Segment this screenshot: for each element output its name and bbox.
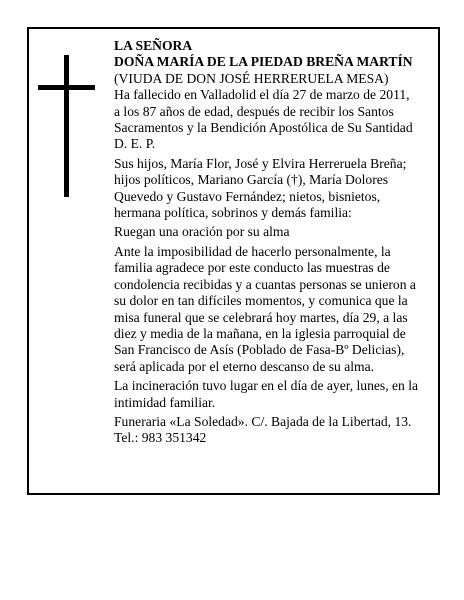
mass-line: Ante la imposibilidad de hacerlo personalmente, la (114, 243, 391, 259)
cross-icon-bar (38, 85, 95, 90)
widow-of: (VIUDA DE DON JOSÉ HERRERUELA MESA) (114, 70, 389, 86)
mass-line: familia agradece por este conducto las muestras de (114, 260, 390, 276)
mass-line: diez y media de la mañana, en la iglesia parroquial de (114, 325, 406, 341)
death-line: Ha fallecido en Valladolid el día 27 de marzo de 2011, (114, 87, 410, 103)
cross-icon (64, 55, 69, 197)
deceased-name: DOÑA MARÍA DE LA PIEDAD BREÑA MARTÍN (114, 54, 413, 70)
mass-line: misa funeral que se celebrará hoy martes, día 29, a las (114, 309, 408, 325)
cremation-line: intimidad familiar. (114, 394, 216, 410)
death-line: Sacramentos y la Bendición Apostólica de Su Santidad (114, 120, 413, 136)
funeral-home-line: Funeraria «La Soledad». C/. Bajada de la Libertad, 13. (114, 413, 412, 429)
family-line: hijos políticos, Mariano García (†), María Dolores (114, 172, 389, 188)
mass-line: condolencia recibidas y a cuantas personas se unieron a (114, 276, 416, 292)
mass-line: será aplicada por el eterno descanso de su alma. (114, 358, 375, 374)
death-line: a los 87 años de edad, después de recibir los Santos (114, 103, 394, 119)
family-line: hermana política, sobrinos y demás familia: (114, 205, 352, 221)
family-line: Quevedo y Gustavo Fernández; nietos, bisnietos, (114, 188, 381, 204)
family-line: Sus hijos, María Flor, José y Elvira Herreruela Breña; (114, 155, 407, 171)
mass-line: San Francisco de Asís (Poblado de Fasa-Bº Delicias), (114, 342, 405, 358)
funeral-home-phone: Tel.: 983 351342 (114, 430, 207, 446)
prayer-line: Ruegan una oración por su alma (114, 224, 290, 240)
obituary-text (114, 38, 426, 450)
notice-title: LA SEÑORA (114, 38, 193, 53)
cremation-line: La incineración tuvo lugar en el día de ayer, lunes, en la (114, 378, 419, 394)
mass-line: su dolor en tan difíciles momentos, y comunica que la (114, 293, 408, 309)
death-line: D. E. P. (114, 136, 156, 152)
